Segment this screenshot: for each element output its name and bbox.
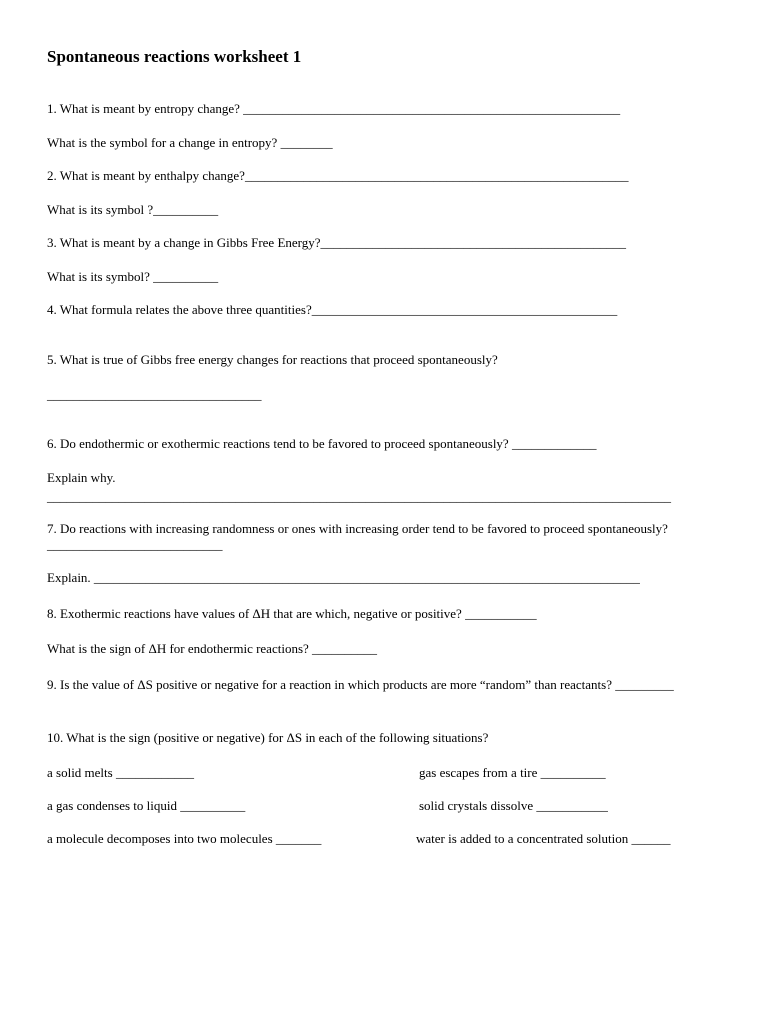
situation-molecule-decomposes: a molecule decomposes into two molecules _______	[47, 831, 322, 846]
question-6-answer-blank: ________________________________________________________________________________________________	[47, 489, 671, 504]
question-2-symbol: What is its symbol ?__________	[47, 202, 219, 217]
question-5-answer-blank: _________________________________	[47, 387, 262, 402]
question-8-endothermic: What is the sign of ΔH for endothermic reactions? __________	[47, 641, 378, 656]
situation-solid-melts: a solid melts ____________	[47, 765, 194, 780]
situation-water-added: water is added to a concentrated solution ______	[416, 831, 671, 846]
question-3: 3. What is meant by a change in Gibbs Free Energy?_______________________________________________	[47, 235, 627, 250]
question-9: 9. Is the value of ΔS positive or negative for a reaction in which products are more “random” than reactants? _________	[47, 677, 674, 692]
situation-gas-escapes: gas escapes from a tire __________	[419, 765, 606, 780]
situation-gas-condenses: a gas condenses to liquid __________	[47, 798, 246, 813]
question-6: 6. Do endothermic or exothermic reactions tend to be favored to proceed spontaneously? _____________	[47, 436, 597, 451]
question-1: 1. What is meant by entropy change? __________________________________________________________	[47, 101, 621, 116]
question-6-explain: Explain why.	[47, 470, 116, 485]
question-3-symbol: What is its symbol? __________	[47, 269, 219, 284]
question-8: 8. Exothermic reactions have values of ΔH that are which, negative or positive? ___________	[47, 606, 537, 621]
question-10: 10. What is the sign (positive or negative) for ΔS in each of the following situations?	[47, 730, 489, 745]
question-1-symbol: What is the symbol for a change in entropy? ________	[47, 135, 333, 150]
worksheet-title: Spontaneous reactions worksheet 1	[47, 47, 302, 66]
question-7-explain: Explain. ____________________________________________________________________________________	[47, 570, 640, 585]
situation-crystals-dissolve: solid crystals dissolve ___________	[419, 798, 608, 813]
question-4: 4. What formula relates the above three quantities?_______________________________________________	[47, 302, 618, 317]
question-5: 5. What is true of Gibbs free energy changes for reactions that proceed spontaneously?	[47, 352, 498, 367]
question-7: 7. Do reactions with increasing randomness or ones with increasing order tend to be favored to proceed spontaneously? ___________________________	[47, 521, 668, 552]
question-2: 2. What is meant by enthalpy change?___________________________________________________________	[47, 168, 629, 183]
